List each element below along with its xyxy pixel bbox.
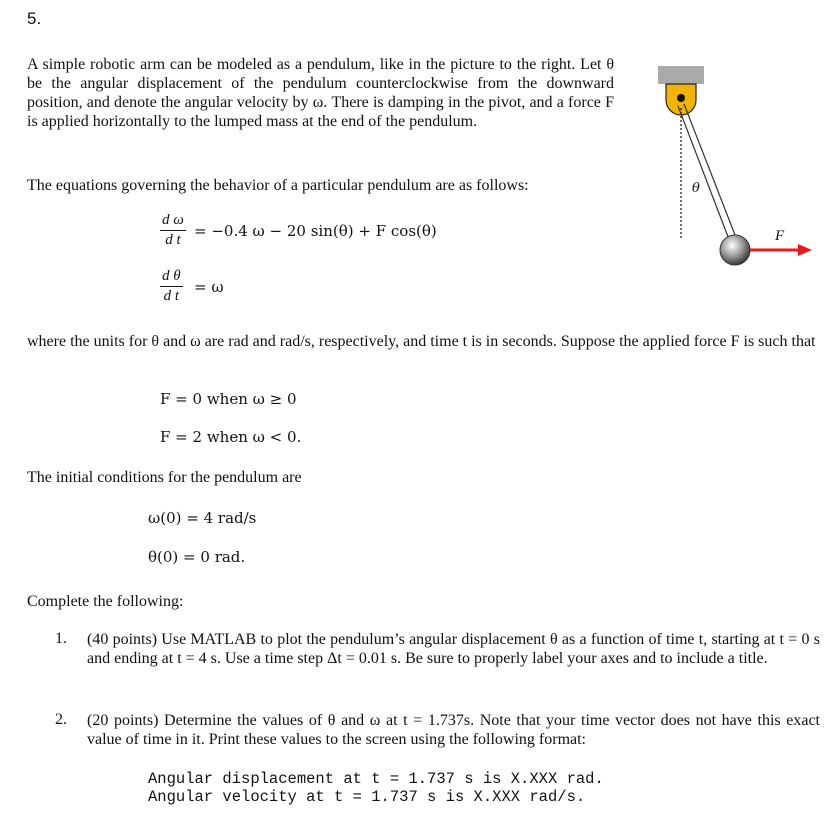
output-format-line-1: Angular displacement at t = 1.737 s is X.XXX rad. bbox=[148, 770, 604, 788]
equation-2-denominator: d t bbox=[163, 288, 180, 304]
force-rule-1: F = 0 when ω ≥ 0 bbox=[160, 390, 297, 408]
item-2-text: (20 points) Determine the values of θ and ω at t = 1.737s. Note that your time vector does not have this exact value of time in it. Print these values to the screen using the following format: bbox=[87, 712, 820, 748]
complete-intro: Complete the following: bbox=[27, 593, 184, 610]
initial-condition-theta: θ(0) = 0 rad. bbox=[148, 548, 246, 566]
force-arrow-head bbox=[798, 244, 812, 256]
ceiling-support bbox=[658, 66, 704, 84]
equation-1-denominator: d t bbox=[165, 232, 181, 248]
pendulum-rod-left bbox=[678, 106, 730, 242]
item-1-number: 1. bbox=[55, 630, 67, 647]
equation-2-numerator: d θ bbox=[162, 268, 181, 284]
item-2-number: 2. bbox=[55, 711, 67, 728]
pendulum-mass bbox=[720, 235, 750, 265]
equation-1-fraction bbox=[160, 212, 186, 249]
initial-conditions-intro: The initial conditions for the pendulum are bbox=[27, 469, 302, 486]
intro-paragraph: A simple robotic arm can be modeled as a pendulum, like in the picture to the right. Let θ be the angular displacement of the pendulum counterclockwise from the downward position, and denote the angular velocity by ω. There is damping in the pivot, and a force F is applied horizontally to the lumped mass at the end of the pendulum. bbox=[27, 56, 614, 130]
equation-1-rhs: = −0.4 ω − 20 sin(θ) + F cos(θ) bbox=[194, 222, 437, 240]
equation-2-fraction bbox=[160, 268, 183, 305]
item-1-text: (40 points) Use MATLAB to plot the pendulum’s angular displacement θ as a function of time t, starting at t = 0 s and ending at t = 4 s. Use a time step Δt = 0.01 s. Be sure to properly label your axes and to include a title. bbox=[87, 631, 820, 667]
pendulum-figure bbox=[640, 60, 825, 280]
equation-2-rhs: = ω bbox=[194, 278, 224, 296]
equation-1-numerator: d ω bbox=[162, 212, 184, 228]
force-label: F bbox=[775, 228, 785, 244]
initial-condition-omega: ω(0) = 4 rad/s bbox=[148, 509, 257, 527]
units-paragraph: where the units for θ and ω are rad and rad/s, respectively, and time t is in seconds. Suppose the applied force F is such that bbox=[27, 333, 816, 350]
force-rule-2: F = 2 when ω < 0. bbox=[160, 428, 302, 446]
pendulum-rod-right bbox=[684, 104, 737, 240]
pivot-pin bbox=[677, 94, 685, 102]
equations-intro: The equations governing the behavior of a particular pendulum are as follows: bbox=[27, 177, 529, 194]
problem-number: 5. bbox=[27, 9, 42, 28]
output-format-line-2: Angular velocity at t = 1.737 s is X.XXX rad/s. bbox=[148, 788, 586, 806]
theta-label: θ bbox=[692, 181, 700, 196]
